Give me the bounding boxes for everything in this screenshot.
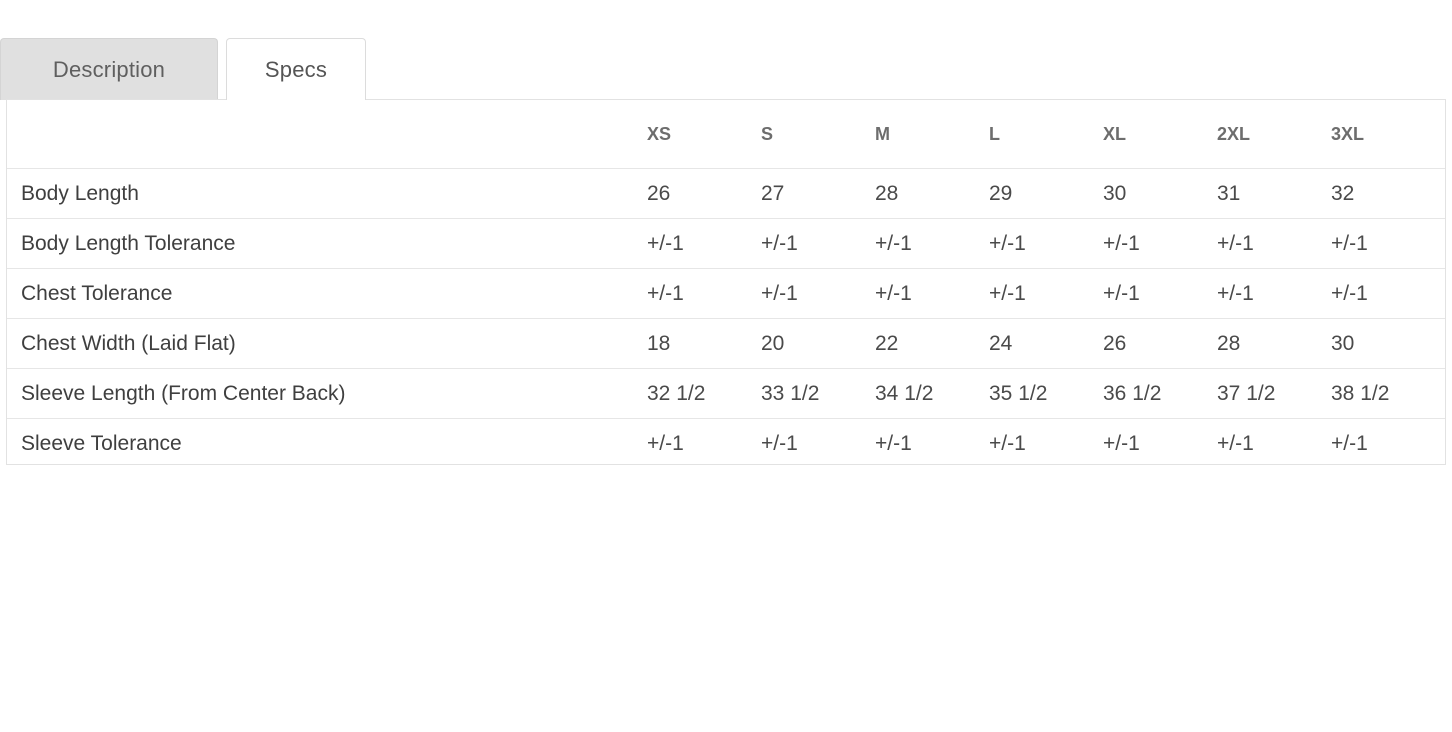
table-body: [7, 169, 1445, 469]
cell-chest-tolerance-s: +/-1: [761, 269, 875, 319]
cell-chest-width-xs: 18: [647, 319, 761, 369]
cell-body-length-xs: 26: [647, 169, 761, 219]
table-row: [7, 319, 1445, 369]
specs-panel: [6, 99, 1446, 465]
cell-body-length-tolerance-l: +/-1: [989, 219, 1103, 269]
cell-chest-width-xl: 26: [1103, 319, 1217, 369]
cell-body-length-tolerance-xs: +/-1: [647, 219, 761, 269]
column-header-xs: XS: [647, 123, 672, 144]
cell-body-length-xl: 30: [1103, 169, 1217, 219]
cell-body-length-tolerance-2xl: +/-1: [1217, 219, 1331, 269]
cell-sleeve-tolerance-xs: +/-1: [647, 419, 761, 469]
cell-sleeve-length-l: 35 1/2: [989, 369, 1103, 419]
table-row: [7, 419, 1445, 469]
row-label-body-length: Body Length: [7, 169, 647, 219]
row-label-chest-tolerance: Chest Tolerance: [7, 269, 647, 319]
cell-body-length-3xl: 32: [1331, 169, 1445, 219]
column-header-3xl: 3XL: [1331, 123, 1365, 144]
cell-chest-tolerance-xl: +/-1: [1103, 269, 1217, 319]
cell-chest-tolerance-l: +/-1: [989, 269, 1103, 319]
cell-sleeve-tolerance-s: +/-1: [761, 419, 875, 469]
column-header-m: M: [875, 123, 890, 144]
cell-chest-width-3xl: 30: [1331, 319, 1445, 369]
tab-description[interactable]: [0, 38, 218, 100]
cell-sleeve-tolerance-l: +/-1: [989, 419, 1103, 469]
row-label-sleeve-tolerance: Sleeve Tolerance: [7, 419, 647, 469]
product-info-tabs: [0, 38, 1452, 100]
cell-body-length-2xl: 31: [1217, 169, 1331, 219]
cell-sleeve-tolerance-3xl: +/-1: [1331, 419, 1445, 469]
cell-chest-tolerance-2xl: +/-1: [1217, 269, 1331, 319]
table-row: [7, 369, 1445, 419]
tab-specs-label: Specs: [264, 56, 328, 82]
column-header-l: L: [989, 123, 1000, 144]
row-label-body-length-tolerance: Body Length Tolerance: [7, 219, 647, 269]
cell-sleeve-length-s: 33 1/2: [761, 369, 875, 419]
cell-sleeve-tolerance-2xl: +/-1: [1217, 419, 1331, 469]
cell-body-length-tolerance-s: +/-1: [761, 219, 875, 269]
table-row: [7, 169, 1445, 219]
cell-chest-tolerance-xs: +/-1: [647, 269, 761, 319]
column-header-measurement: [7, 100, 647, 169]
cell-sleeve-length-m: 34 1/2: [875, 369, 989, 419]
tab-specs[interactable]: [226, 38, 366, 100]
table-header: [7, 100, 1445, 169]
cell-body-length-tolerance-m: +/-1: [875, 219, 989, 269]
cell-body-length-tolerance-xl: +/-1: [1103, 219, 1217, 269]
cell-body-length-s: 27: [761, 169, 875, 219]
column-header-2xl: 2XL: [1217, 123, 1251, 144]
row-label-sleeve-length: Sleeve Length (From Center Back): [7, 369, 647, 419]
row-label-chest-width: Chest Width (Laid Flat): [7, 319, 647, 369]
cell-sleeve-length-xl: 36 1/2: [1103, 369, 1217, 419]
size-specs-table: [7, 100, 1445, 468]
cell-body-length-l: 29: [989, 169, 1103, 219]
table-header-row: [7, 100, 1445, 169]
table-row: [7, 219, 1445, 269]
cell-chest-width-l: 24: [989, 319, 1103, 369]
cell-sleeve-length-2xl: 37 1/2: [1217, 369, 1331, 419]
cell-chest-width-m: 22: [875, 319, 989, 369]
cell-sleeve-length-3xl: 38 1/2: [1331, 369, 1445, 419]
tab-description-label: Description: [52, 56, 166, 82]
cell-body-length-tolerance-3xl: +/-1: [1331, 219, 1445, 269]
cell-sleeve-tolerance-xl: +/-1: [1103, 419, 1217, 469]
cell-chest-width-s: 20: [761, 319, 875, 369]
column-header-xl: XL: [1103, 123, 1127, 144]
cell-sleeve-tolerance-m: +/-1: [875, 419, 989, 469]
column-header-s: S: [761, 123, 774, 144]
cell-chest-tolerance-3xl: +/-1: [1331, 269, 1445, 319]
table-row: [7, 269, 1445, 319]
cell-body-length-m: 28: [875, 169, 989, 219]
cell-chest-width-2xl: 28: [1217, 319, 1331, 369]
cell-sleeve-length-xs: 32 1/2: [647, 369, 761, 419]
cell-chest-tolerance-m: +/-1: [875, 269, 989, 319]
